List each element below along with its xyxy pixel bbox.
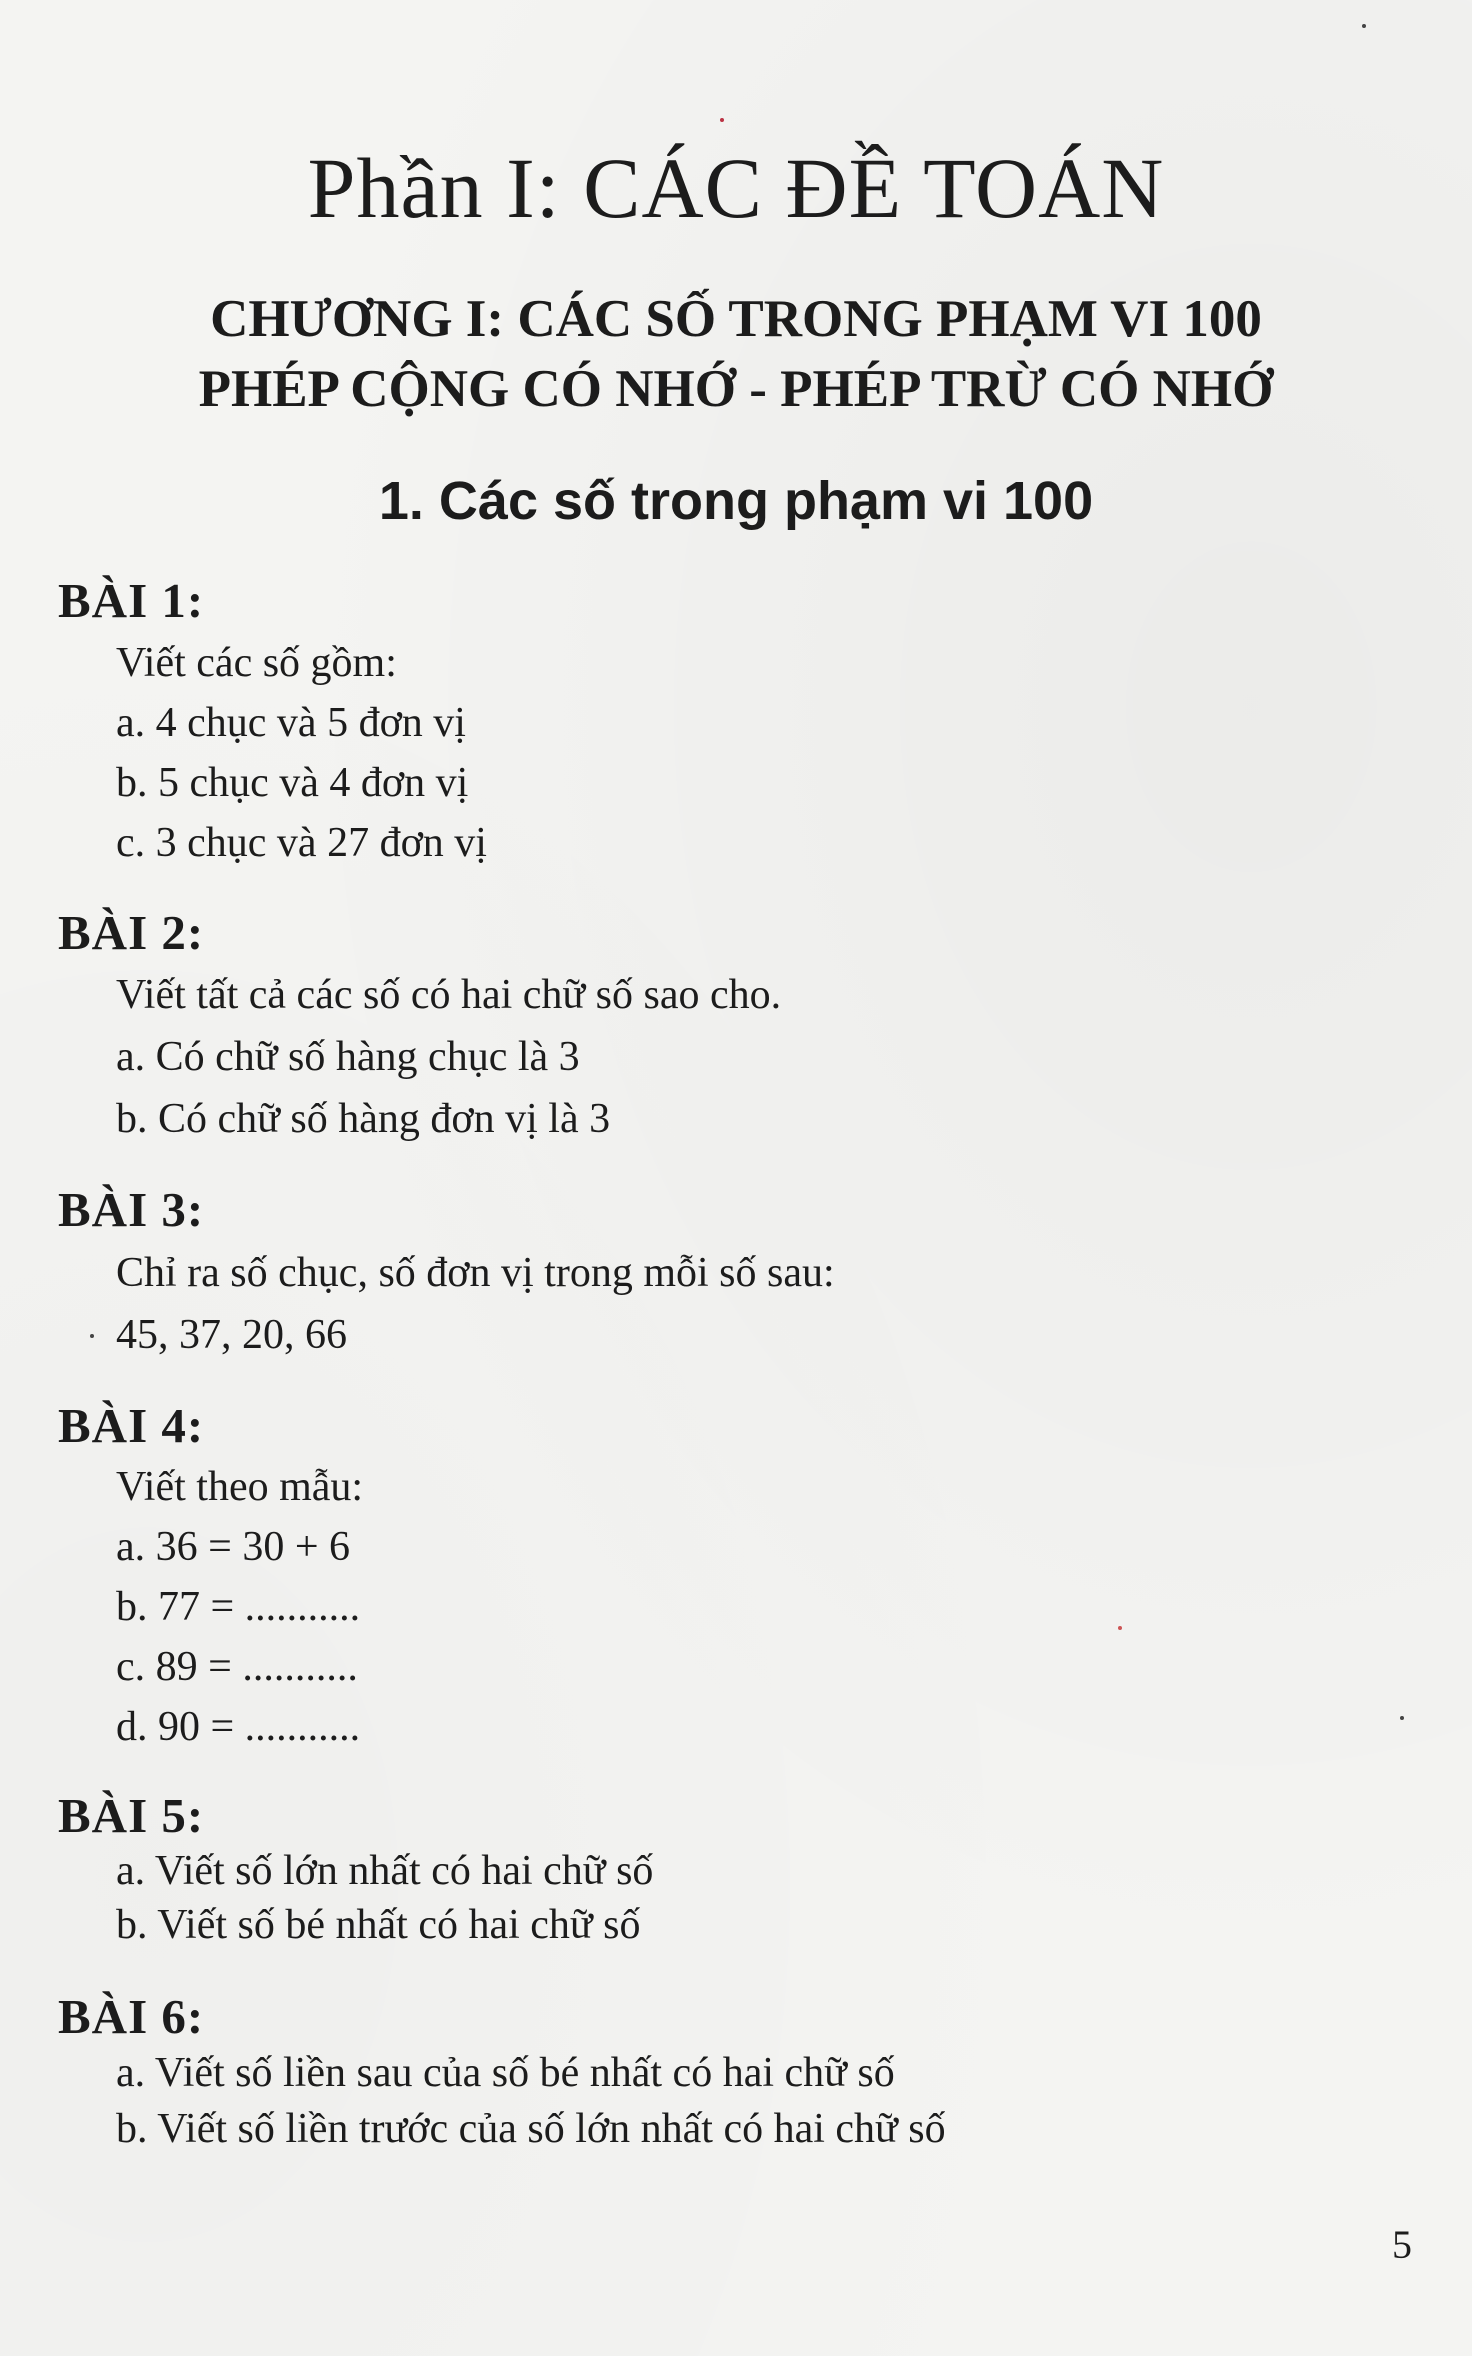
exercise-1-line: a. 4 chục và 5 đơn vị — [116, 700, 466, 746]
exercise-1-line: c. 3 chục và 27 đơn vị — [116, 820, 487, 866]
scan-speck — [1118, 1626, 1122, 1630]
exercise-5-line: a. Viết số lớn nhất có hai chữ số — [116, 1848, 654, 1894]
scan-speck — [720, 118, 724, 122]
exercise-4-line: b. 77 = ........... — [116, 1584, 361, 1630]
exercise-6-line: a. Viết số liền sau của số bé nhất có hai chữ số — [116, 2050, 895, 2096]
exercise-2-title: BÀI 2: — [58, 905, 205, 960]
exercise-3-title: BÀI 3: — [58, 1182, 205, 1237]
exercise-1-line: b. 5 chục và 4 đơn vị — [116, 760, 469, 806]
exercise-6-title: BÀI 6: — [58, 1989, 205, 2044]
exercise-4-line: c. 89 = ........... — [116, 1644, 358, 1690]
scan-speck — [1362, 24, 1366, 28]
chapter-title-line-2: PHÉP CỘNG CÓ NHỚ - PHÉP TRỪ CÓ NHỚ — [198, 360, 1274, 418]
exercise-6-line: b. Viết số liền trước của số lớn nhất có hai chữ số — [116, 2106, 946, 2152]
exercise-1-line: Viết các số gồm: — [116, 640, 397, 686]
exercise-3-line: 45, 37, 20, 66 — [116, 1312, 347, 1358]
exercise-3-line: Chỉ ra số chục, số đơn vị trong mỗi số sau: — [116, 1250, 835, 1296]
scan-speck — [90, 1334, 94, 1338]
chapter-title-line-1: CHƯƠNG I: CÁC SỐ TRONG PHẠM VI 100 — [210, 290, 1262, 348]
exercise-5-line: b. Viết số bé nhất có hai chữ số — [116, 1902, 641, 1948]
exercise-2-line: b. Có chữ số hàng đơn vị là 3 — [116, 1096, 611, 1142]
section-title: 1. Các số trong phạm vi 100 — [378, 471, 1094, 531]
exercise-4-line: Viết theo mẫu: — [116, 1464, 364, 1510]
exercise-4-line: a. 36 = 30 + 6 — [116, 1524, 351, 1570]
exercise-2-line: a. Có chữ số hàng chục là 3 — [116, 1034, 580, 1080]
exercise-4-line: d. 90 = ........... — [116, 1704, 361, 1750]
exercise-4-title: BÀI 4: — [58, 1398, 205, 1453]
exercise-1-title: BÀI 1: — [58, 573, 205, 628]
exercise-2-line: Viết tất cả các số có hai chữ số sao cho. — [116, 972, 782, 1018]
page-number: 5 — [1392, 2222, 1412, 2267]
scan-speck — [1400, 1716, 1404, 1720]
part-title: Phần I: CÁC ĐỀ TOÁN — [307, 140, 1165, 236]
exercise-5-title: BÀI 5: — [58, 1788, 205, 1843]
